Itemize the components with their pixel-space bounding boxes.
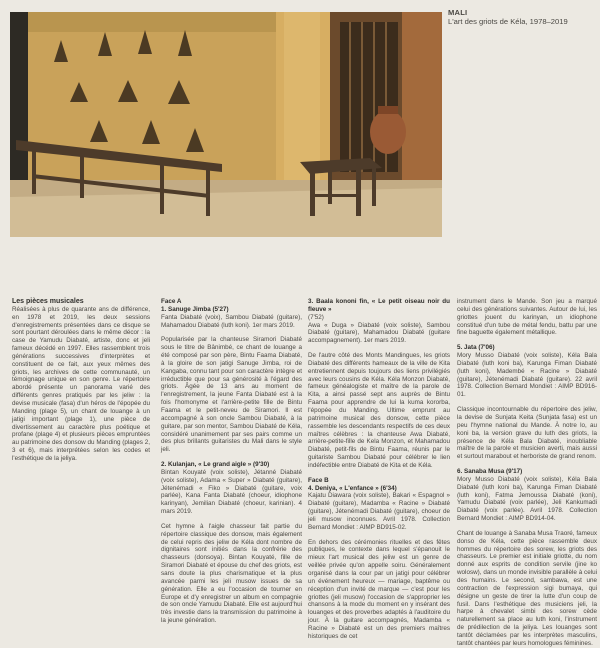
caption-title: MALI: [448, 8, 468, 17]
track-5-credits: Mory Musso Diabaté (voix soliste), Kéla Bala Diabaté (luth koni ba), Karunga Fiman Diabaté (luth koni), Madembé « Racine » Diabaté (guitare), Jétenémadi Diabaté (guitare). 22 avril 1978. Collection Bernard Mondiet : AIMP BD916-01.: [457, 352, 597, 399]
column-4: [457, 298, 597, 647]
track-3-notes: De l'autre côté des Monts Mandingues, les griots Diabaté des différents hameaux de la ville de Kita entretiennent depuis toujours des liens privilégiés avec leurs cousins de Kéla. Kéla Monzon Diabaté, fameux généalogiste et maître de la parole de Kita, a ainsi passé sept ans auprès de Bintu Faama pour apprendre de lui la kuma kororba, l'épopée du Manding. Ultime emprunt au patrimoine musical des donsow, cette pièce rassemble les descendants respectifs de ces deux maîtres célèbres : la chanteuse Awa Diabaté, arrière-petite-fille de Kela Monzon, et Mahamadou Diabaté, petit-fils de Bintu Faama, réunis par le guitariste Sambou Diabaté pour célébrer le lien indéfectible entre Diabaté de Kita et de Kéla.: [308, 352, 450, 469]
face-b-heading: Face B: [308, 476, 329, 484]
track-6-credits: Mory Musso Diabaté (voix soliste), Kéla Bala Diabaté (luth koni ba), Karunga Fiman Diabaté (luth koni), Fatma Jemoussa Diabaté (koni), Yamudu Diabaté (voix parlée), Jeli Kankumadi Diabaté (voix parlée). Avril 1978. Collection Bernard Mondiet : AIMP BD914-04.: [457, 475, 597, 523]
section-heading: Les pièces musicales: [12, 298, 84, 305]
track-4-notes-continued: instrument dans le Mande. Son jeu a marqué celui des générations suivantes. Autour de lui, les griottes jouent du karinyan, un idiophone constitué d'un tube de métal fendu, battu par une fine baguette également métallique.: [457, 298, 597, 337]
photo-caption: [448, 8, 596, 26]
photo-courtyard: [10, 12, 442, 237]
track-1-notes: Popularisée par la chanteuse Siramori Diabaté sous le titre de Bânimbé, ce chant de louange a été composé par son père, Bintu Faama Diabaté, à la gloire de son jatigi Sanuge Jimba, roi de Kangaba, connu tant pour son caractère intègre et irréductible que pour sa générosité à l'égard des griots. Âgée de 13 ans au moment de l'enregistrement, la jeune Fanta Diabaté est à la fois l'homonyme et l'arrière-petite fille de Bintu Faama et le petit-neveu de Siramori. Il est accompagné à son oncle Sambou Diabaté, à la guitare, par son mentor, Sambou Diabaté de Kéla, considéré unanimement par ses pairs comme un des plus brillants guitaristes du Mali dans le style jeli.: [161, 336, 302, 454]
track-5-notes: Classique incontournable du répertoire des jeliw, la devise de Sunjata Keita (Sunjata fasa) est un peu l'hymne national du Mande. À notre lo, au koni ba, la version grave du luth des griots, la présence de Kéla Bala Diabaté, inoubliable maître de la parole et musicien averti, mais aussi et surtout marabout et herboriste de grand renom.: [457, 406, 597, 461]
track-4-notes: En dehors des cérémonies rituelles et des fêtes publiques, le contexte dans lequel s'épanouit le mieux l'art musical des jeliw est un genre de veillée privée qu'on appelle soiru. Généralement organisé dans la cour par un jatigi pour célébrer un événement heureux — mariage, baptême ou réception d'un invité de marque — c'est pour les griottes (jeli musow) l'occasion de s'approprier les chansons à la mode du moment en y insérant des louanges et des proverbes adaptés à l'auditoire du jour. À la guitare accompagnés, Madamba « Racine » Diabaté est un des premiers maîtres historiques de cet: [308, 538, 450, 640]
face-a-heading: Face A: [161, 298, 182, 305]
track-2-credits: Bintan Kouyaté (voix soliste), Jétanné Diabaté (voix soliste), Adama « Super » Diabaté (guitare), Jétenémadi « Fiko » Diabaté (guitare, voix parlée), Kana Fanta Diabaté (choeur, idiophone karinyan), Jemilian Diabaté (choeur, karinian). 4 mars 2019.: [161, 468, 302, 516]
track-3-title: 3. Baala kononi fin, « Le petit oiseau noir du fleuve »: [308, 298, 450, 313]
track-5-title: 5. Jata (7'06): [457, 344, 495, 352]
track-2-notes: Cet hymne à l'aigle chasseur fait partie du répertoire classique des donsow, mais également de celui repris des jeliw de Kéla dont nombre de dignitaires sont initiés dans la confrérie des chasseurs (donsoya). Bintan Kouyaté, fille de Siramori Diabaté et épouse du chef des griots, est sans doute la plus charismatique et la plus avancée parmi les jeli musow issues de sa génération. Elle a eu l'occasion de tourner en Europe et d'y enregistrer un album en compagnie de son oncle Yamudu Diabaté. Elle est aujourd'hui très investie dans la transmission du patrimoine à la jeune génération.: [161, 522, 302, 625]
column-3: [308, 298, 450, 640]
track-2-title: 2. Kulanjan, « Le grand aigle » (9'30): [161, 461, 270, 469]
track-4-title: 4. Deniya, « L'enfance » (6'34): [308, 484, 397, 492]
track-3-credits: Awa « Duga » Diabaté (voix soliste), Sambou Diabaté (guitare), Mahamadou Diabaté (guitare accompagnement). 1er mars 2019.: [308, 321, 450, 345]
caption-subtitle: L'art des griots de Kéla, 1978–2019: [448, 17, 568, 27]
track-6-notes: Chant de louange à Sanaba Musa Traoré, fameux donso de Kéla, cette pièce rassemble deux hommes du répertoire des sorew, les griots des chasseurs. Le premier est initiale griotte, du nom donné aux esprits de condition servile (jine ko wolosw), dans un monde invisible parallèle à celui des humains. Le second, sambawa, est une contraction de l'expression sigi bumaya, qui désigne un geste de tirer la lutte d'un coup de fusil. Dans l'esthétique des musiciens jeli, la harpe à chevalet simbi des sorew cède naturellement sa place au luth koni, l'instrument de prédilection de la jeliya. Les louanges sont tantôt déclamées par les interprètes masculins, tantôt chantées par leurs homologues féminines.: [457, 529, 597, 647]
track-1-title: 1. Sanuge Jimba (5'27): [161, 305, 229, 313]
track-4-credits: Kajatu Diawara (voix soliste), Bakari « Espagnol » Diabaté (guitare), Madamba « Racine » Diabaté (guitare), Jétenémadi Diabaté (guitare), choeur de jeli musow inconnues. Avril 1978. Collection Bernard Mondiet : AIMP BD915-02.: [308, 492, 450, 531]
track-6-title: 6. Sanaba Musa (9'17): [457, 468, 523, 476]
column-1: [12, 298, 150, 592]
track-1-credits: Fanta Diabaté (voix), Sambou Diabaté (guitare), Mahamadou Diabaté (luth koni). 1er mars 2019.: [161, 313, 302, 329]
track-3-time: (7'52): [308, 313, 324, 321]
column-2: [161, 298, 302, 625]
intro-paragraph: Réalisées à plus de quarante ans de différence, en 1978 et 2019, les deux sessions d'enregistrements présentées dans ce disque se sont pourtant déroulées dans le même décor : la case de Yamudu Diabaté, artiste, donc et jeli fameux décédé en 1997. Elles rassemblent trois générations successives d'interprètes et constituent de ce fait, aux yeux mêmes des griots, les archives de cette communauté, un témoignage unique en son genre. Le répertoire abordé présente un panorama varié des différents genres pratiqués par les jeliw : la devise musicale (fasa) d'un héros de l'épopée du Manding (plage 5), un chant de louange à un jatigi important (plage 1), une pièce de divertissement au caractère plus poétique et profane (plage 4) et plusieurs pièces empruntées au patrimoine des donsow du Manding (plages 2, 3 et 6), mais interprétées selon les codes et l'esthétique de la jeliya.: [12, 305, 150, 462]
courtyard-photo-illustration: [10, 12, 442, 237]
text-columns: [12, 298, 597, 647]
